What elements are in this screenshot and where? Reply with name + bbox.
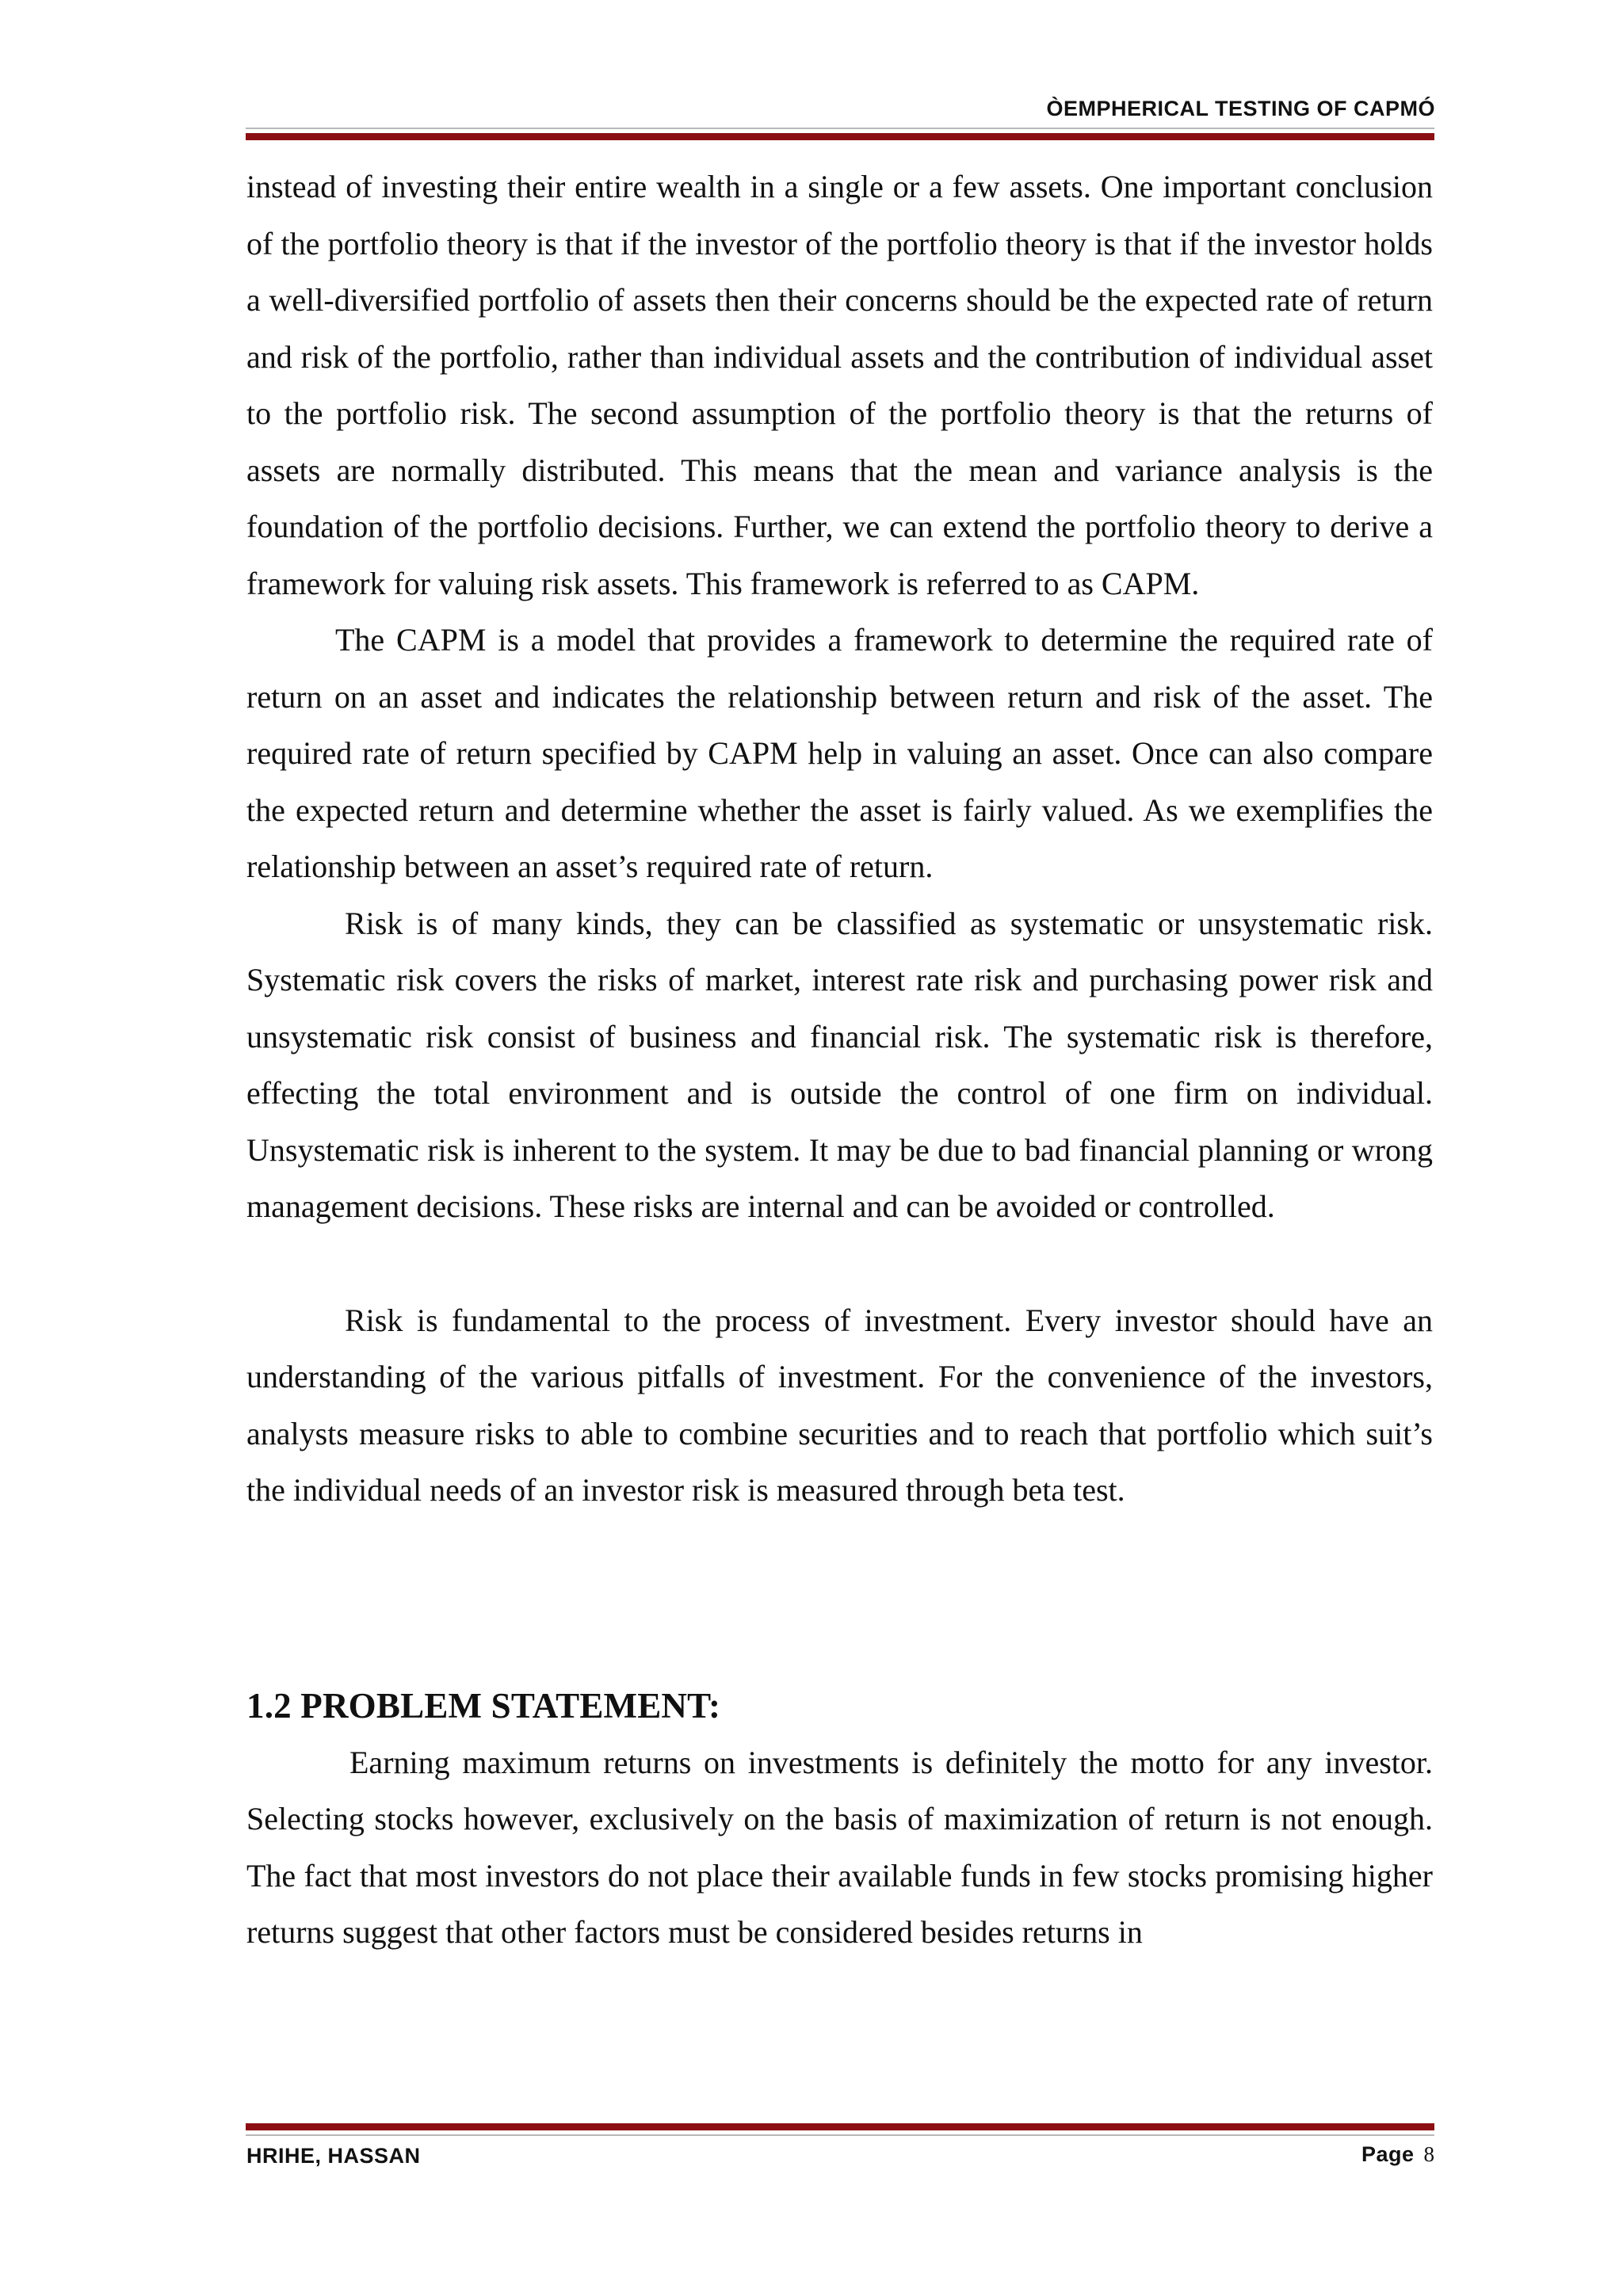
page-label: Page (1361, 2142, 1415, 2166)
footer-rule-thin (246, 2134, 1434, 2136)
page-number: 8 (1423, 2142, 1434, 2166)
page-body (246, 158, 1433, 1961)
section-spacer (246, 1519, 1433, 1677)
paragraph-problem-statement: Earning maximum returns on investments is definitely the motto for any investor. Selecting stocks however, exclusively on the basis of maximization of return is not enough. The fact that most investors do not place their available funds in few stocks promising higher returns suggest that other factors must be considered besides returns in (246, 1744, 1433, 1950)
running-header-title: ÒEMPHERICAL TESTING OF CAPMÓ (1046, 97, 1435, 120)
footer-author: HRIHE, HASSAN (246, 2144, 421, 2168)
paragraph-spacer (246, 1235, 1433, 1292)
paragraph-risk-fundamental: Risk is fundamental to the process of investment. Every investor should have an understanding of the various pitfalls of investment. For the convenience of the investors, analysts measure risks to able to combine securities and to reach that portfolio which suit’s the individual needs of an investor risk is measured through beta test. (246, 1302, 1433, 1508)
paragraph-portfolio-theory: instead of investing their entire wealth in a single or a few assets. One important conclusion of the portfolio theory is that if the investor of the portfolio theory is that if the investor holds a well-diversified portfolio of assets then their concerns should be the expected rate of return and risk of the portfolio, rather than individual assets and the contribution of individual asset to the portfolio risk. The second assumption of the portfolio theory is that the returns of assets are normally distributed. This means that the mean and variance analysis is the foundation of the portfolio decisions. Further, we can extend the portfolio theory to derive a framework for valuing risk assets. This framework is referred to as CAPM. (246, 169, 1433, 601)
header-rule-thick (246, 133, 1434, 140)
footer-page-indicator (1361, 2142, 1434, 2167)
section-heading-problem-statement: 1.2 PROBLEM STATEMENT: (246, 1685, 721, 1726)
header-rule-thin (246, 128, 1434, 129)
paragraph-capm-model: The CAPM is a model that provides a framework to determine the required rate of return on an asset and indicates the relationship between return and risk of the asset. The required rate of return specified by CAPM help in valuing an asset. Once can also compare the expected return and determine whether the asset is fairly valued. As we exemplifies the relationship between an asset’s required rate of return. (246, 622, 1433, 884)
footer-rule-thick (246, 2123, 1434, 2130)
paragraph-risk-kinds: Risk is of many kinds, they can be classified as systematic or unsystematic risk. Systematic risk covers the risks of market, interest rate risk and purchasing power risk and unsystematic risk consist of business and financial risk. The systematic risk is therefore, effecting the total environment and is outside the control of one firm on individual. Unsystematic risk is inherent to the system. It may be due to bad financial planning or wrong management decisions. These risks are internal and can be avoided or controlled. (246, 905, 1433, 1224)
